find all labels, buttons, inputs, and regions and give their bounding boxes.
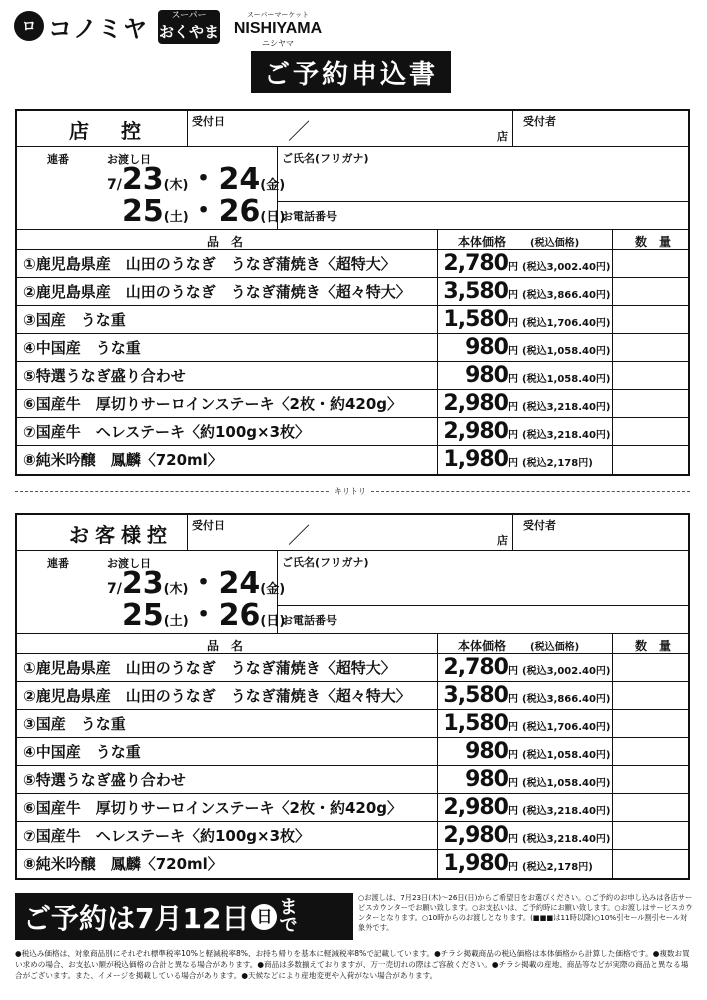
yen-label: 円: [508, 290, 518, 301]
customer-copy-form: [15, 513, 690, 880]
item-price-value: 3,580: [443, 683, 508, 708]
weekday-sun: (日): [260, 210, 286, 225]
copy-title: 店 控: [69, 119, 147, 143]
item-row: [17, 418, 688, 446]
item-tax-price: (税込1,058.40円): [522, 374, 611, 385]
item-qty-field[interactable]: [612, 794, 688, 821]
date-dot: ・: [188, 566, 219, 601]
owatashibi-label: お渡し日: [107, 557, 151, 570]
item-row: [17, 390, 688, 418]
item-row: [17, 682, 688, 710]
item-row: [17, 710, 688, 738]
date-25: 25: [122, 194, 164, 229]
item-name: ④中国産 うな重: [23, 339, 141, 357]
date-line-2: [122, 194, 286, 229]
footer-notes: ●税込み価格は、対象商品別にそれぞれ標準税率10%と軽減税率8%、お持ち帰りを基本に軽減税率8%で記載しています。●チラシ掲載商品の税込価格は本体価格から計算した価格です。●複数お買い求めの場合、お支払い額が税込価格の合計と異なる場合があります。●商品は多数揃えておりますが、万一売切れの際はご容赦ください。●チラシ掲載の産地、商品等などが実際の商品と異なる場合がございます。また、イメージを掲載している場合があります。●天候などにより産地変更や入荷がない場合があります。: [15, 949, 690, 980]
item-price-cell: [437, 822, 612, 849]
konomiya-mark-icon: ロ: [14, 11, 44, 41]
date-slash: ／: [288, 524, 311, 549]
weekday-thu: (木): [163, 582, 189, 597]
denwa-label: お電話番号: [282, 614, 337, 627]
form-info-row: [17, 147, 688, 230]
yen-label: 円: [508, 750, 518, 761]
uketsukesha-label: 受付者: [523, 115, 556, 128]
item-qty-field[interactable]: [612, 738, 688, 765]
yen-label: 円: [508, 458, 518, 469]
item-tax-price: (税込3,866.40円): [522, 694, 611, 705]
item-name: ⑤特選うなぎ盛り合わせ: [23, 367, 186, 385]
item-qty-field[interactable]: [612, 654, 688, 681]
yen-label: 円: [508, 402, 518, 413]
item-price-cell: [437, 278, 612, 305]
shimei-label: ご氏名(フリガナ): [282, 556, 369, 569]
item-price-value: 1,580: [443, 711, 508, 736]
item-price-cell: [437, 334, 612, 361]
item-price-value: 2,980: [443, 795, 508, 820]
date-dot: ・: [188, 162, 219, 197]
item-name: ⑧純米吟醸 鳳麟〈720ml〉: [23, 855, 223, 873]
copy-title-cell: [17, 111, 187, 146]
uketsukebi-label: 受付日: [192, 115, 225, 128]
item-tax-price: (税込3,002.40円): [522, 262, 611, 273]
item-tax-price: (税込3,218.40円): [522, 806, 611, 817]
weekday-sat: (土): [163, 210, 189, 225]
item-price-cell: [437, 682, 612, 709]
item-qty-field[interactable]: [612, 250, 688, 277]
yen-label: 円: [508, 806, 518, 817]
date-23: 23: [121, 566, 164, 601]
page-title: ご予約申込書: [251, 51, 451, 93]
item-price: [443, 850, 518, 882]
item-price-value: 2,980: [443, 419, 508, 444]
yen-label: 円: [508, 778, 518, 789]
item-qty-field[interactable]: [612, 446, 688, 474]
items-header-row: [17, 230, 688, 250]
deadline-made: まで: [279, 896, 298, 936]
items-list: [17, 250, 688, 474]
item-price-cell: [437, 766, 612, 793]
item-name: ③国産 うな重: [23, 715, 126, 733]
item-price-value: 2,780: [443, 251, 508, 276]
date-26: 26: [218, 598, 261, 633]
item-name: ②鹿児島県産 山田のうなぎ うなぎ蒲焼き〈超々特大〉: [23, 283, 411, 301]
item-tax-price: (税込2,178円): [522, 458, 593, 469]
item-tax-price: (税込3,218.40円): [522, 834, 611, 845]
denwa-label: お電話番号: [282, 210, 337, 223]
uketsukesha-cell[interactable]: [512, 111, 688, 146]
price-header-cell: [437, 230, 612, 249]
item-price-value: 980: [465, 335, 508, 360]
item-price-cell: [437, 710, 612, 737]
item-tax-price: (税込1,706.40円): [522, 722, 611, 733]
deadline-banner: [15, 893, 353, 940]
item-tax-price: (税込3,218.40円): [522, 402, 611, 413]
uketsukebi-cell[interactable]: [187, 111, 512, 146]
copy-title: お客様控: [69, 523, 173, 547]
name-field[interactable]: [278, 147, 688, 202]
item-price-value: 3,580: [443, 279, 508, 304]
date-month: 7/: [107, 177, 122, 193]
item-qty-field[interactable]: [612, 334, 688, 361]
item-price-value: 1,980: [443, 447, 508, 472]
yen-label: 円: [508, 318, 518, 329]
item-name: ②鹿児島県産 山田のうなぎ うなぎ蒲焼き〈超々特大〉: [23, 687, 411, 705]
item-tax-price: (税込3,218.40円): [522, 430, 611, 441]
weekday-sun: (日): [260, 614, 286, 629]
date-23: 23: [121, 162, 164, 197]
store-label: 店: [497, 534, 508, 547]
nishiyama-name: NISHIYAMA: [233, 20, 323, 37]
item-price-value: 1,580: [443, 307, 508, 332]
qty-header-cell: [612, 634, 688, 653]
name-field[interactable]: [278, 551, 688, 606]
date-line-1: [107, 566, 286, 601]
order-notes: ○お渡しは、7月23日(木)～26日(日)からご希望日をお選びください。○ご予約のお申し込みは各店サービスカウンターでお願い致します。○お支払いは、ご予約時にお願い致します。○お渡しはサービスカウンターとなります。○10時からのお渡しとなります。(■■■は11時以降)○10%引セール割引セール対象外です。: [358, 893, 693, 932]
date-slash: ／: [288, 120, 311, 145]
item-row: [17, 766, 688, 794]
items-header-row: [17, 634, 688, 654]
item-qty-field[interactable]: [612, 362, 688, 389]
item-row: [17, 306, 688, 334]
form-top-row: [17, 515, 688, 551]
okuyama-logo: [158, 10, 220, 44]
item-row: [17, 794, 688, 822]
okuyama-name: おくやま: [158, 23, 219, 41]
yen-label: 円: [508, 666, 518, 677]
nishiyama-logo: [232, 10, 324, 49]
date-line-2: [122, 598, 286, 633]
date-26: 26: [218, 194, 261, 229]
weekday-fri: (金): [260, 582, 286, 597]
item-price-value: 2,980: [443, 823, 508, 848]
price-header: 本体価格: [458, 235, 507, 249]
okuyama-small: スーパー: [171, 11, 207, 21]
cut-label: キリトリ: [330, 486, 370, 497]
hinmei-header: 品 名: [207, 639, 244, 653]
date-24: 24: [218, 566, 261, 601]
date-dot: ・: [188, 598, 219, 633]
item-tax-price: (税込1,058.40円): [522, 750, 611, 761]
item-price-cell: [437, 250, 612, 277]
copy-title-cell: [17, 515, 187, 550]
item-name: ①鹿児島県産 山田のうなぎ うなぎ蒲焼き〈超特大〉: [23, 255, 396, 273]
item-row: [17, 850, 688, 878]
form-info-row: [17, 551, 688, 634]
form-top-row: [17, 111, 688, 147]
item-price-value: 2,980: [443, 391, 508, 416]
item-row: [17, 334, 688, 362]
weekday-fri: (金): [260, 178, 286, 193]
renban-cell[interactable]: [17, 147, 107, 229]
price-header-tax: (税込価格): [530, 238, 580, 249]
qty-header: 数 量: [635, 235, 672, 249]
qty-header-cell: [612, 230, 688, 249]
item-qty-field[interactable]: [612, 278, 688, 305]
item-price-value: 980: [465, 363, 508, 388]
weekday-sat: (土): [163, 614, 189, 629]
date-25: 25: [122, 598, 164, 633]
item-row: [17, 738, 688, 766]
yen-label: 円: [508, 262, 518, 273]
yen-label: 円: [508, 862, 518, 873]
nishiyama-small: スーパーマーケット: [247, 11, 309, 19]
yen-label: 円: [508, 694, 518, 705]
date-month: 7/: [107, 581, 122, 597]
item-price-value: 2,780: [443, 655, 508, 680]
items-list: [17, 654, 688, 878]
uketsukesha-label: 受付者: [523, 519, 556, 532]
item-qty-field[interactable]: [612, 850, 688, 878]
owatashibi-cell: [107, 551, 286, 633]
item-price-cell: [437, 794, 612, 821]
yen-label: 円: [508, 722, 518, 733]
item-name: ①鹿児島県産 山田のうなぎ うなぎ蒲焼き〈超特大〉: [23, 659, 396, 677]
deadline-day-circle: 日: [251, 904, 277, 930]
item-row: [17, 362, 688, 390]
store-label: 店: [497, 130, 508, 143]
item-price-cell: [437, 850, 612, 878]
item-price-value: 1,980: [443, 851, 508, 876]
item-price-cell: [437, 418, 612, 445]
price-header: 本体価格: [458, 639, 507, 653]
renban-label: 連番: [47, 153, 69, 166]
item-tax-price: (税込1,706.40円): [522, 318, 611, 329]
item-tax-price: (税込2,178円): [522, 862, 593, 873]
item-name: ⑥国産牛 厚切りサーロインステーキ〈2枚・約420g〉: [23, 395, 402, 413]
konomiya-logo: [14, 10, 148, 42]
item-name: ⑥国産牛 厚切りサーロインステーキ〈2枚・約420g〉: [23, 799, 402, 817]
item-tax-price: (税込1,058.40円): [522, 778, 611, 789]
qty-header: 数 量: [635, 639, 672, 653]
yen-label: 円: [508, 834, 518, 845]
item-name: ⑧純米吟醸 鳳麟〈720ml〉: [23, 451, 223, 469]
item-row: [17, 446, 688, 474]
item-qty-field[interactable]: [612, 418, 688, 445]
item-qty-field[interactable]: [612, 710, 688, 737]
item-price-cell: [437, 446, 612, 474]
yen-label: 円: [508, 374, 518, 385]
item-price-value: 980: [465, 767, 508, 792]
item-qty-field[interactable]: [612, 390, 688, 417]
customer-cell: [277, 147, 688, 229]
renban-cell[interactable]: [17, 551, 107, 633]
item-qty-field[interactable]: [612, 766, 688, 793]
item-name: ③国産 うな重: [23, 311, 126, 329]
hinmei-header: 品 名: [207, 235, 244, 249]
price-header-tax: (税込価格): [530, 642, 580, 653]
item-name: ④中国産 うな重: [23, 743, 141, 761]
item-name: ⑦国産牛 ヘレステーキ〈約100g×3枚〉: [23, 423, 311, 441]
price-header-cell: [437, 634, 612, 653]
renban-label: 連番: [47, 557, 69, 570]
item-price-cell: [437, 306, 612, 333]
item-name: ⑦国産牛 ヘレステーキ〈約100g×3枚〉: [23, 827, 311, 845]
nishiyama-kana: ニシヤマ: [262, 39, 294, 48]
konomiya-name: コノミヤ: [48, 14, 148, 43]
item-qty-field[interactable]: [612, 822, 688, 849]
item-tax-price: (税込3,866.40円): [522, 290, 611, 301]
shimei-label: ご氏名(フリガナ): [282, 152, 369, 165]
item-qty-field[interactable]: [612, 306, 688, 333]
owatashibi-label: お渡し日: [107, 153, 151, 166]
item-row: [17, 822, 688, 850]
phone-field[interactable]: [278, 606, 688, 633]
date-line-1: [107, 162, 286, 197]
item-row: [17, 278, 688, 306]
item-price-cell: [437, 654, 612, 681]
phone-field[interactable]: [278, 202, 688, 229]
item-name: ⑤特選うなぎ盛り合わせ: [23, 771, 186, 789]
item-price-cell: [437, 738, 612, 765]
item-tax-price: (税込1,058.40円): [522, 346, 611, 357]
owatashibi-cell: [107, 147, 286, 229]
date-dot: ・: [188, 194, 219, 229]
item-price-value: 980: [465, 739, 508, 764]
store-copy-form: [15, 109, 690, 476]
item-row: [17, 250, 688, 278]
uketsukebi-cell[interactable]: [187, 515, 512, 550]
deadline-text: ご予約は7月12日: [23, 901, 250, 935]
uketsukesha-cell[interactable]: [512, 515, 688, 550]
yen-label: 円: [508, 430, 518, 441]
item-price-cell: [437, 362, 612, 389]
item-row: [17, 654, 688, 682]
customer-cell: [277, 551, 688, 633]
uketsukebi-label: 受付日: [192, 519, 225, 532]
item-tax-price: (税込3,002.40円): [522, 666, 611, 677]
yen-label: 円: [508, 346, 518, 357]
item-price-cell: [437, 390, 612, 417]
item-qty-field[interactable]: [612, 682, 688, 709]
weekday-thu: (木): [163, 178, 189, 193]
date-24: 24: [218, 162, 261, 197]
item-price: [443, 446, 518, 478]
